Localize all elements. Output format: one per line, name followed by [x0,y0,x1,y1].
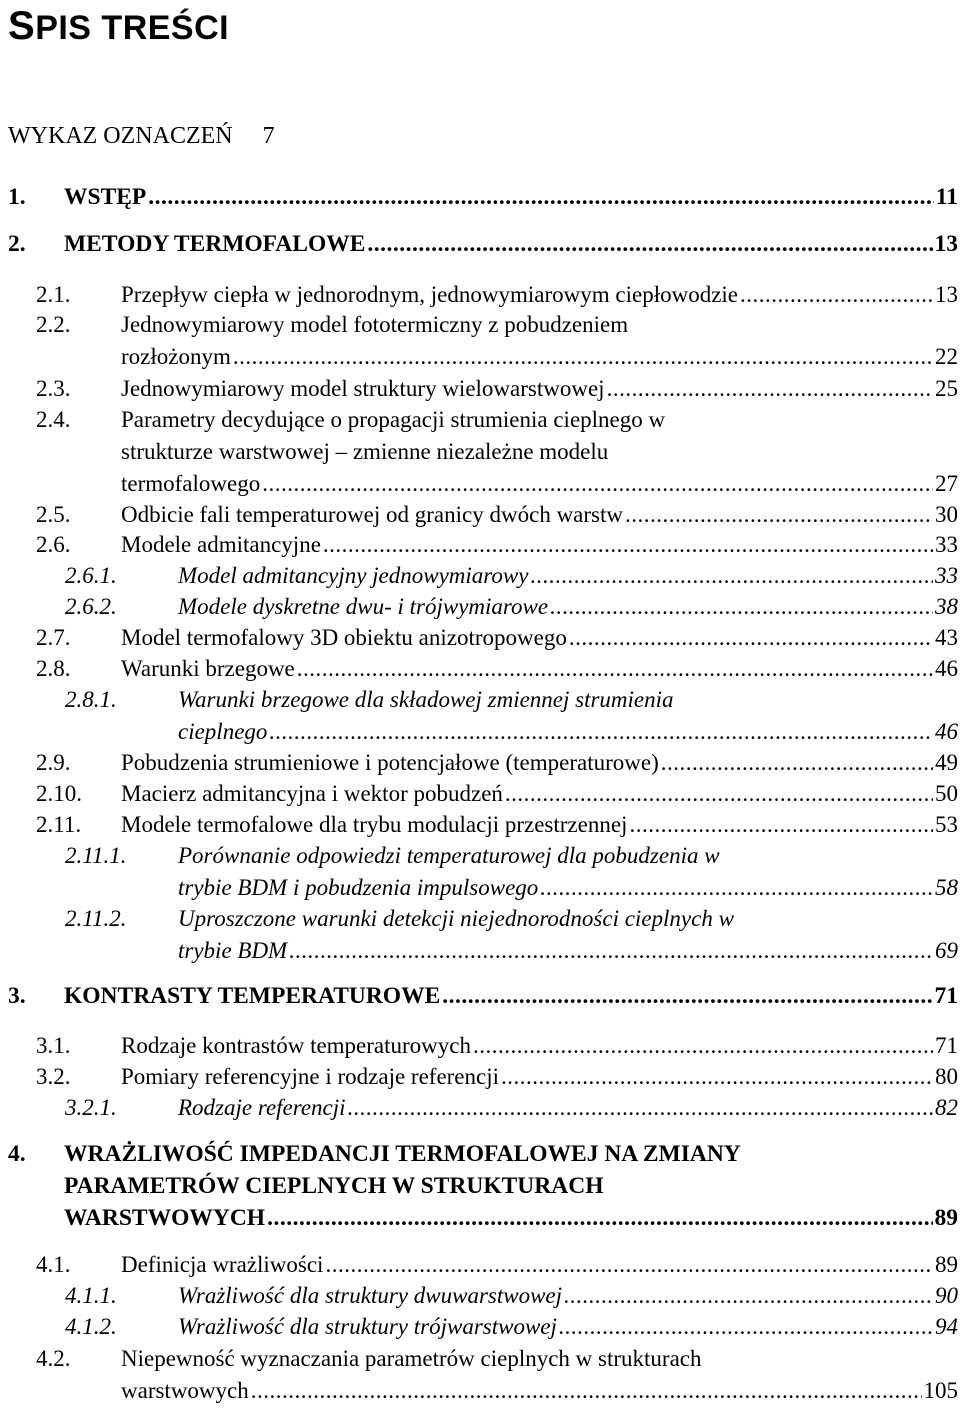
toc-entry-leader-line [121,373,958,405]
toc-entry-title: Odbicie fali temperaturowej od granicy dwóch warstw [121,502,623,527]
toc-entry-number: 1. [8,184,26,210]
toc-entry-title: Pomiary referencyjne i rodzaje referencji [121,1064,500,1089]
toc-dot-leader [564,1280,933,1312]
toc-entry-page: 25 [935,376,958,401]
toc-entry-page: 33 [935,563,958,588]
toc-entry-leader-line [178,1092,958,1124]
toc-entry[interactable] [8,1249,958,1281]
page-title-rest: PIS TREŚCI [35,9,230,47]
toc-entry-page: 30 [935,502,958,527]
toc-entry-number: 2.8.1. [65,687,117,712]
toc-entry-page: 22 [935,344,958,369]
toc-entry-number: 3.2.1. [65,1095,117,1120]
toc-entry-page: 80 [935,1064,958,1089]
toc-dot-leader [323,529,933,561]
toc-entry[interactable] [8,903,958,967]
toc-entry-leader-line [178,1280,958,1312]
toc-entry-page: 33 [935,532,958,557]
toc-dot-leader [473,1030,933,1062]
toc-entry-page: 53 [935,812,958,837]
toc-entry[interactable] [8,1280,958,1312]
toc-entry-title: Wrażliwość dla struktury trójwarstwowej [178,1314,557,1339]
toc-entry-title-line: Parametry decydujące o propagacji strumienia cieplnego w [121,407,666,432]
toc-entry-title: Warunki brzegowe [121,656,295,681]
toc-entry-title: rozłożonym [121,344,231,369]
toc-entry-page: 82 [935,1095,958,1120]
toc-dot-leader [348,1092,933,1124]
toc-entry[interactable] [8,1138,958,1234]
toc-entry-leader-line [64,980,958,1012]
toc-entry-page: 46 [935,719,958,744]
toc-entry-number: 2.6.1. [65,563,117,588]
toc-entry-title-line: strukturze warstwowej – zmienne niezależne modelu [121,439,609,464]
toc-entry-number: 2.11.2. [65,906,127,931]
toc-entry-title: Modele dyskretne dwu- i trójwymiarowe [178,594,549,619]
toc-dot-leader [267,1202,932,1234]
toc-entry-number: 2.4. [36,407,71,432]
toc-entry[interactable] [8,778,958,810]
toc-entry-title-line: Jednowymiarowy model fototermiczny z pobudzeniem [121,312,629,337]
toc-entry-leader-line [64,1202,958,1234]
toc-entry-title-line: PARAMETRÓW CIEPLNYCH W STRUKTURACH [64,1173,604,1199]
toc-entry-page: 46 [935,656,958,681]
toc-dot-leader [233,341,933,373]
toc-entry[interactable] [8,591,958,623]
toc-dot-leader [367,228,932,260]
toc-entry-number: 2.1. [36,282,71,307]
toc-entry-page: 38 [935,594,958,619]
toc-entry-leader-line [121,809,958,841]
toc-entry-title-line: Niepewność wyznaczania parametrów cieplnych w strukturach [121,1346,702,1371]
toc-entry-page: 71 [935,1033,958,1058]
toc-entry-leader-line [121,653,958,685]
toc-entry-page: 13 [935,282,958,307]
toc-entry-page: 58 [935,875,958,900]
toc-entry-title: Model termofalowy 3D obiektu anizotropowego [121,625,567,650]
toc-entry-number: 2.7. [36,625,71,650]
toc-dot-leader [297,653,933,685]
toc-entry-number: 3.1. [36,1033,71,1058]
toc-dot-leader [501,1061,933,1093]
toc-entry-title-line: Warunki brzegowe dla składowej zmiennej strumienia [178,687,674,712]
toc-entry[interactable] [8,622,958,654]
toc-entry-leader-line [121,747,958,779]
toc-entry-leader-line [121,529,958,561]
toc-entry-title: Rodzaje referencji [178,1095,346,1120]
toc-entry-page: 43 [935,625,958,650]
toc-entry-page: 105 [923,1378,958,1403]
toc-entry-page: 71 [934,983,958,1009]
toc-entry-title: KONTRASTY TEMPERATUROWE [64,983,441,1009]
toc-entry-title: cieplnego [178,719,268,744]
toc-entry-page: 49 [935,750,958,775]
toc-entry-number: 4.2. [36,1346,71,1371]
toc-entry-title: Modele termofalowe dla trybu modulacji przestrzennej [121,812,628,837]
page-title-initial: S [8,4,36,48]
toc-entry-leader-line [178,935,958,967]
toc-entry[interactable] [8,1061,958,1093]
toc-dot-leader [625,499,933,531]
toc-entry-number: 2.5. [36,502,71,527]
toc-entry[interactable] [8,228,958,260]
toc-entry[interactable] [8,279,958,311]
toc-entry-leader-line [121,622,958,654]
toc-entry-number: 3. [8,983,26,1009]
toc-entry-page: 89 [935,1252,958,1277]
toc-dot-leader [540,872,933,904]
toc-dot-leader [505,778,933,810]
toc-entry-page: 94 [935,1314,958,1339]
toc-dot-leader [629,809,933,841]
toc-dot-leader [740,279,933,311]
toc-entry-leader-line [178,1311,958,1343]
toc-dot-leader [530,560,933,592]
toc-entry-page: 11 [935,184,958,210]
toc-dot-leader [251,1375,922,1407]
toc-entry-page: 27 [935,471,958,496]
toc-entry-title: warstwowych [121,1378,249,1403]
toc-entry-leader-line [121,1375,958,1407]
toc-entry[interactable] [8,373,958,405]
toc-entry-page: 13 [934,231,958,257]
toc-entry[interactable] [8,1311,958,1343]
toc-entry-number: 2.6. [36,532,71,557]
toc-entry-leader-line [178,716,958,748]
toc-entry-leader-line [121,778,958,810]
toc-entry-page: 69 [935,938,958,963]
toc-entry-title: Definicja wrażliwości [121,1252,324,1277]
toc-entry-leader-line [121,468,958,500]
toc-entry-leader-line [121,279,958,311]
toc-dot-leader [569,622,933,654]
toc-entry-number: 4.1.2. [65,1314,117,1339]
toc-entry-number: 2.11.1. [65,843,127,868]
toc-wykaz-label: WYKAZ OZNACZEŃ [8,123,233,149]
toc-entry[interactable] [8,560,958,592]
toc-entry-leader-line [121,341,958,373]
toc-entry-title: trybie BDM [178,938,288,963]
toc-entry[interactable] [8,1092,958,1124]
toc-entry[interactable] [8,181,958,213]
toc-entry-page: 50 [935,781,958,806]
toc-dot-leader [661,747,933,779]
toc-entry-leader-line [121,499,958,531]
toc-entry-number: 4. [8,1141,26,1167]
toc-entry-leader-line [178,560,958,592]
toc-entry-title: Rodzaje kontrastów temperaturowych [121,1033,471,1058]
toc-entry-title: WARSTWOWYCH [64,1205,266,1231]
toc-entry-title: Model admitancyjny jednowymiarowy [178,563,529,588]
toc-entry[interactable] [8,1030,958,1062]
toc-entry-title: trybie BDM i pobudzenia impulsowego [178,875,539,900]
toc-dot-leader [559,1311,933,1343]
toc-entry[interactable] [8,499,958,531]
toc-dot-leader [325,1249,933,1281]
toc-dot-leader [262,468,933,500]
toc-entry-number: 2.2. [36,312,71,337]
toc-entry[interactable] [8,809,958,841]
toc-entry-page: 90 [935,1283,958,1308]
toc-entry[interactable] [8,1343,958,1407]
toc-entry-leader-line [178,872,958,904]
toc-entry-title: Pobudzenia strumieniowe i potencjałowe (temperaturowe) [121,750,659,775]
toc-entry-page: 89 [934,1205,958,1231]
toc-entry-leader-line [178,591,958,623]
toc-entry[interactable] [8,747,958,779]
toc-entry-title-line: WRAŻLIWOŚĆ IMPEDANCJI TERMOFALOWEJ NA ZMIANY [64,1141,741,1167]
toc-entry-title-line: Uproszczone warunki detekcji niejednorodności cieplnych w [178,906,734,931]
toc-dot-leader [269,716,933,748]
toc-entry[interactable] [8,840,958,904]
toc-entry-number: 2.6.2. [65,594,117,619]
toc-entry[interactable] [8,309,958,373]
toc-dot-leader [607,373,933,405]
toc-entry[interactable] [8,980,958,1012]
toc-entry-title: WSTĘP [64,184,147,210]
toc-entry-number: 2.11. [36,812,82,837]
toc-entry-number: 2.3. [36,376,71,401]
toc-entry-number: 2.8. [36,656,71,681]
toc-entry-title: Jednowymiarowy model struktury wielowarstwowej [121,376,605,401]
toc-dot-leader [289,935,933,967]
toc-entry-title: METODY TERMOFALOWE [64,231,366,257]
toc-entry[interactable] [8,653,958,685]
toc-dot-leader [550,591,933,623]
toc-entry-number: 2.10. [36,781,82,806]
toc-entry-number: 4.1. [36,1252,71,1277]
toc-entry-number: 2. [8,231,26,257]
toc-entry-leader-line [121,1030,958,1062]
toc-entry-number: 3.2. [36,1064,71,1089]
toc-wykaz-page: 7 [262,123,275,149]
toc-entry[interactable] [8,404,958,500]
toc-entry-number: 2.9. [36,750,71,775]
toc-entry-leader-line [121,1061,958,1093]
toc-entry-title: Macierz admitancyjna i wektor pobudzeń [121,781,503,806]
toc-entry[interactable] [8,684,958,748]
toc-entry-title: Wrażliwość dla struktury dwuwarstwowej [178,1283,563,1308]
toc-entry-title-line: Porównanie odpowiedzi temperaturowej dla pobudzenia w [178,843,720,868]
toc-dot-leader [148,181,934,213]
toc-entry-leader-line [64,181,958,213]
toc-entry[interactable] [8,529,958,561]
toc-entry-title: Przepływ ciepła w jednorodnym, jednowymiarowym ciepłowodzie [121,282,739,307]
toc-entry-title: Modele admitancyjne [121,532,321,557]
toc-entry-title: termofalowego [121,471,261,496]
toc-entry-leader-line [121,1249,958,1281]
toc-entry-number: 4.1.1. [65,1283,117,1308]
toc-dot-leader [442,980,932,1012]
toc-entry-leader-line [64,228,958,260]
